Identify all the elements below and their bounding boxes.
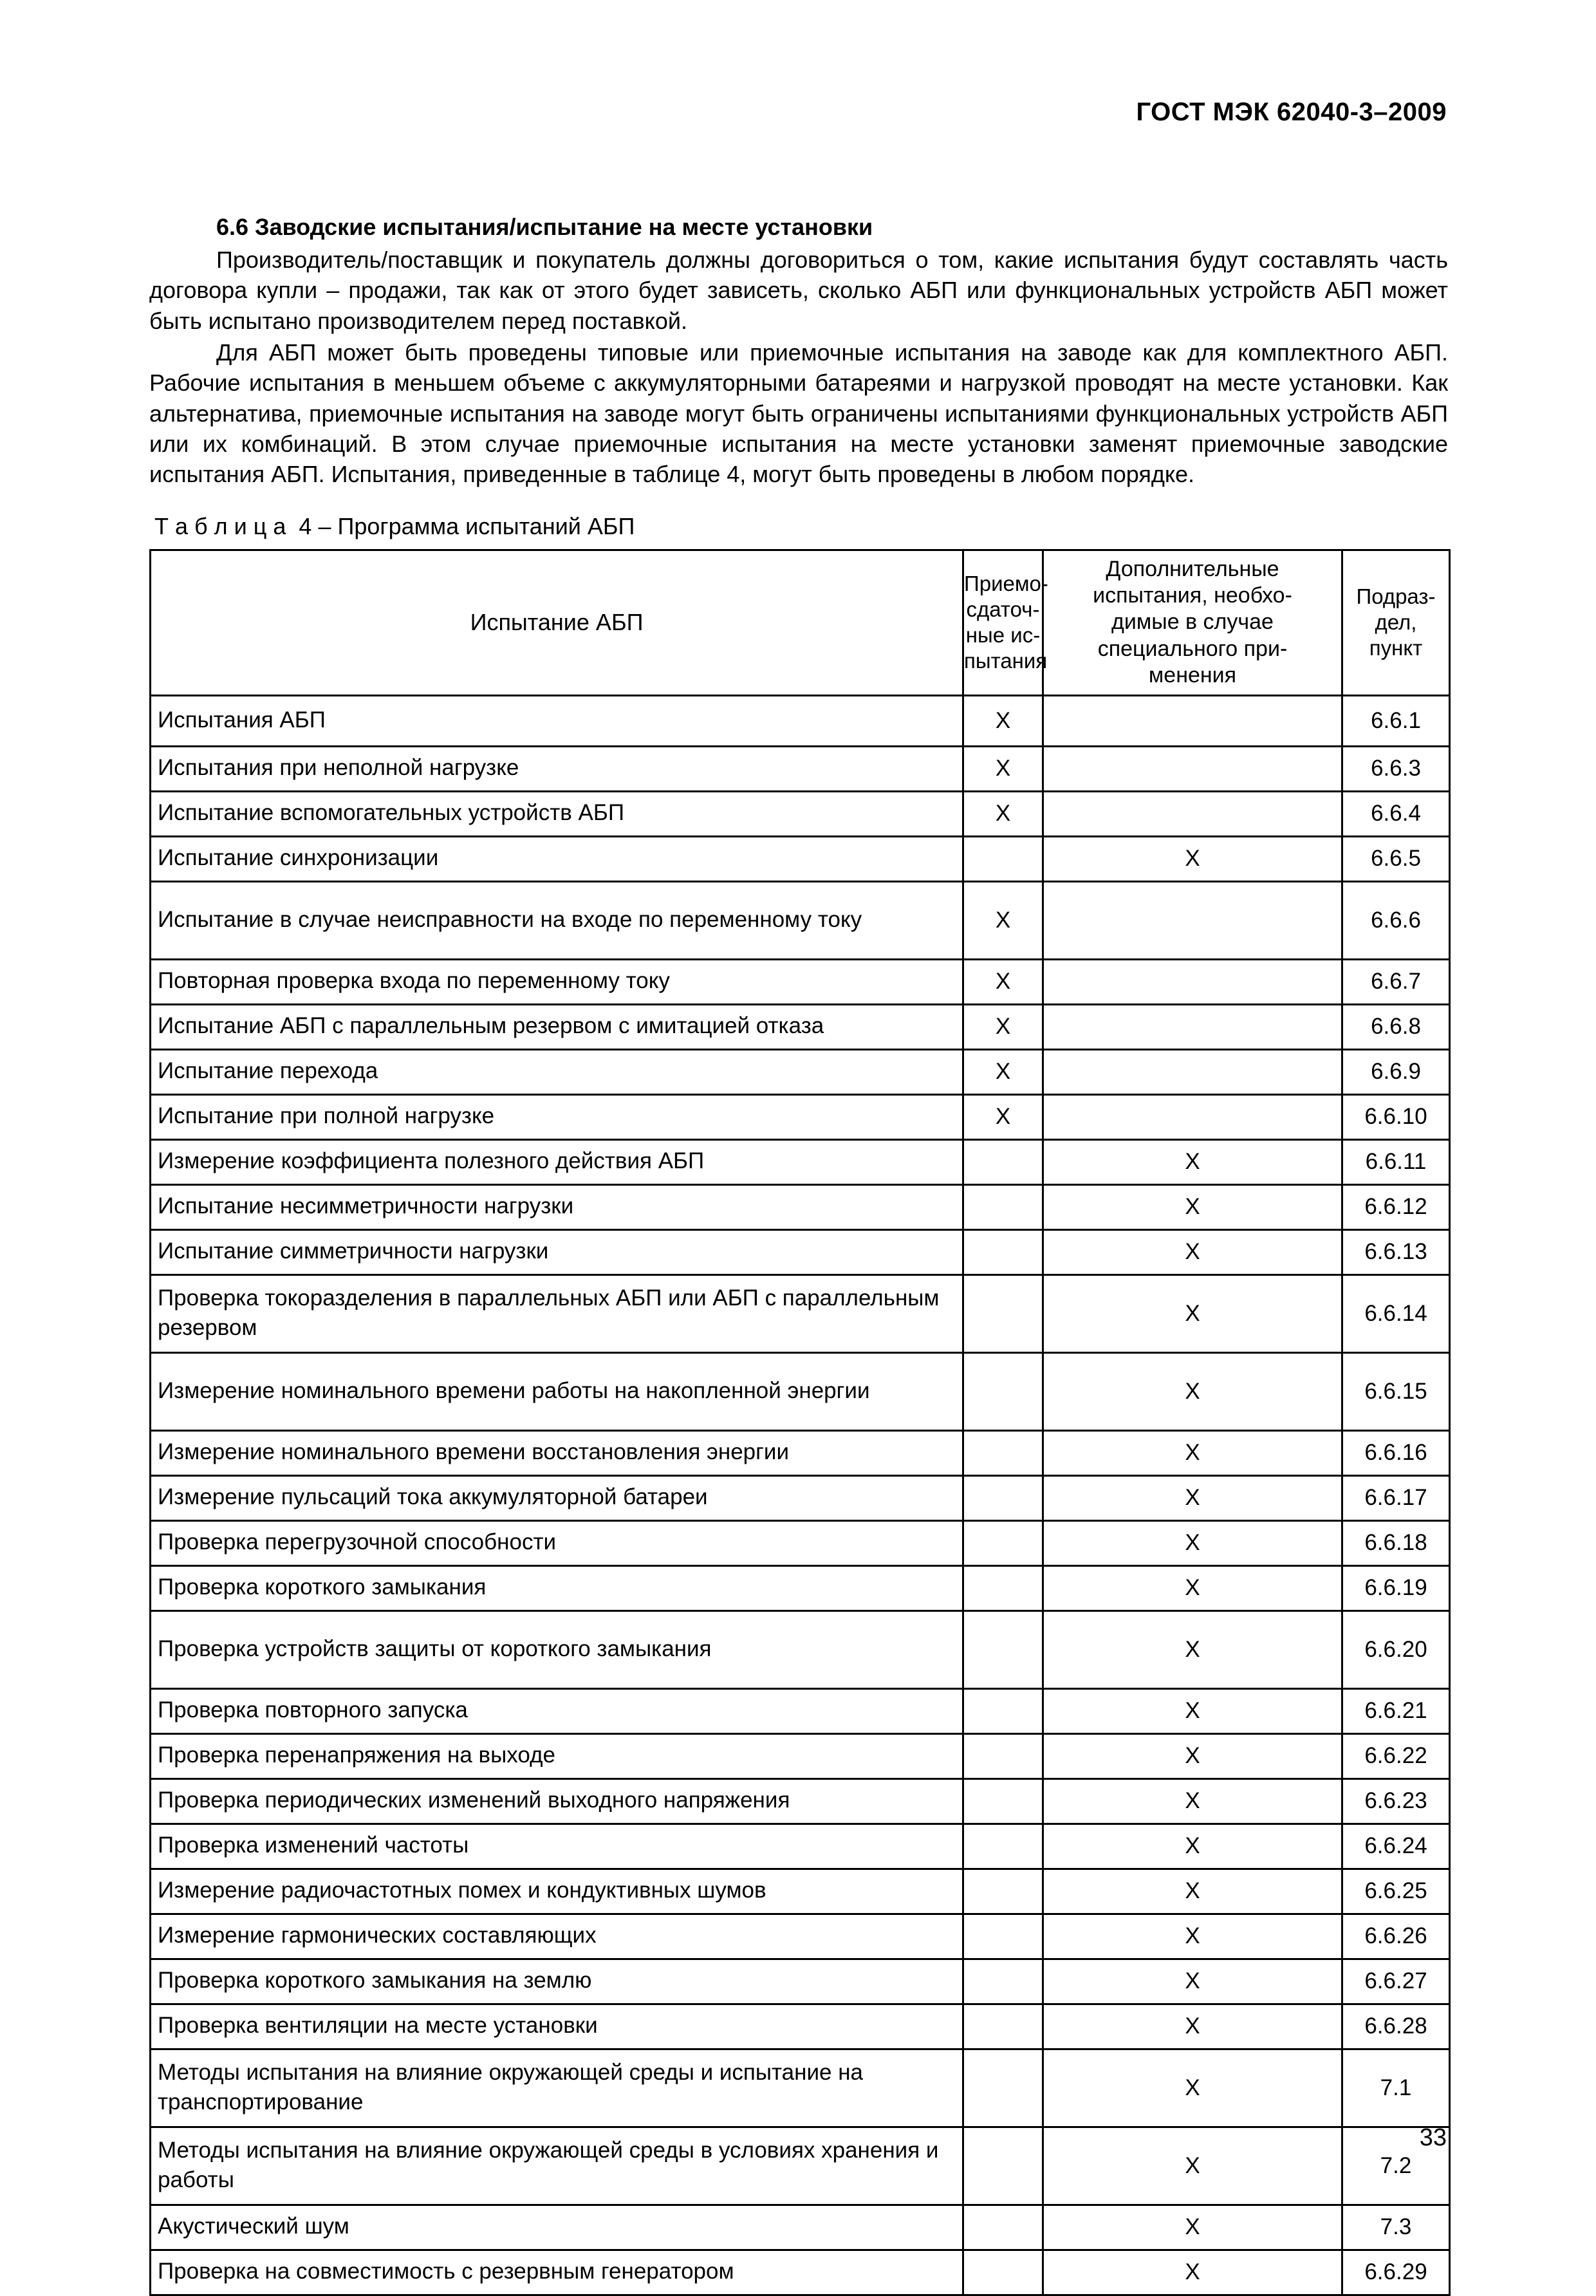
cell-test-name: Акустический шум (151, 2205, 963, 2250)
cell-test-name: Измерение номинального времени работы на накопленной энергии (151, 1352, 963, 1430)
cell-additional-mark (1043, 959, 1342, 1004)
table-row (151, 1869, 1450, 1914)
cell-additional-mark: X (1043, 1475, 1342, 1520)
cell-test-name: Испытания при неполной нагрузке (151, 746, 963, 791)
cell-additional-mark (1043, 791, 1342, 836)
table-row (151, 1778, 1450, 1824)
paragraph-2: Для АБП может быть проведены типовые или приемочные испытания на заводе как для комплектного АБП. Рабочие испытания в меньшем объеме с аккумуляторными батареями и нагрузкой проводят на месте установки. Как альтернатива, приемочные испытания на заводе могут быть ограничены испытаниями функциональных устройств АБП или их комбинаций. В этом случае приемочные испытания на месте установки заменят приемочные заводские испытания АБП. Испытания, приведенные в таблице 4, могут быть проведены в любом порядке. (149, 339, 1448, 488)
cell-clause: 6.6.4 (1342, 791, 1450, 836)
cell-acceptance-mark (963, 1430, 1043, 1475)
cell-test-name: Проверка периодических изменений выходного напряжения (151, 1778, 963, 1824)
cell-clause: 7.2 (1342, 2127, 1450, 2205)
cell-acceptance-mark (963, 1565, 1043, 1610)
cell-acceptance-mark (963, 1824, 1043, 1869)
cell-test-name: Проверка на совместимость с резервным генератором (151, 2250, 963, 2295)
running-header-standard-ref: ГОСТ МЭК 62040-3–2009 (1136, 98, 1447, 126)
cell-additional-mark: X (1043, 1778, 1342, 1824)
cell-clause: 6.6.26 (1342, 1914, 1450, 1959)
cell-acceptance-mark (963, 1778, 1043, 1824)
table-header-row (151, 550, 1450, 695)
cell-acceptance-mark (963, 1869, 1043, 1914)
cell-acceptance-mark (963, 1184, 1043, 1229)
cell-acceptance-mark (963, 1610, 1043, 1688)
cell-acceptance-mark: X (963, 746, 1043, 791)
cell-clause: 6.6.16 (1342, 1430, 1450, 1475)
cell-test-name: Измерение гармонических составляющих (151, 1914, 963, 1959)
table-row (151, 1139, 1450, 1184)
table-row (151, 791, 1450, 836)
table-row (151, 2250, 1450, 2295)
table-row (151, 1824, 1450, 1869)
table-body (151, 695, 1450, 2295)
page-number: 33 (1419, 2124, 1447, 2151)
cell-test-name: Испытание перехода (151, 1049, 963, 1094)
cell-test-name: Испытание в случае неисправности на входе по переменному току (151, 881, 963, 959)
cell-acceptance-mark: X (963, 1049, 1043, 1094)
table-row (151, 1274, 1450, 1352)
cell-additional-mark: X (1043, 1565, 1342, 1610)
cell-acceptance-mark: X (963, 1094, 1043, 1139)
cell-acceptance-mark (963, 836, 1043, 881)
table-row (151, 881, 1450, 959)
table-row (151, 1959, 1450, 2004)
cell-clause: 6.6.8 (1342, 1004, 1450, 1049)
cell-clause: 6.6.20 (1342, 1610, 1450, 1688)
table-row (151, 2127, 1450, 2205)
cell-test-name: Проверка короткого замыкания на землю (151, 1959, 963, 2004)
cell-test-name: Проверка перенапряжения на выходе (151, 1733, 963, 1778)
cell-clause: 6.6.9 (1342, 1049, 1450, 1094)
table-row (151, 1352, 1450, 1430)
cell-test-name: Методы испытания на влияние окружающей среды и испытание на транспортирование (151, 2049, 963, 2127)
table-caption-label: Т а б л и ц а (154, 512, 286, 539)
table-head (151, 550, 1450, 695)
cell-additional-mark: X (1043, 1139, 1342, 1184)
cell-acceptance-mark (963, 1274, 1043, 1352)
table-row (151, 1610, 1450, 1688)
cell-acceptance-mark (963, 1914, 1043, 1959)
cell-acceptance-mark (963, 2127, 1043, 2205)
cell-clause: 6.6.27 (1342, 1959, 1450, 2004)
cell-test-name: Измерение радиочастотных помех и кондуктивных шумов (151, 1869, 963, 1914)
cell-test-name: Проверка перегрузочной способности (151, 1520, 963, 1565)
cell-clause: 6.6.12 (1342, 1184, 1450, 1229)
cell-additional-mark (1043, 1004, 1342, 1049)
cell-additional-mark: X (1043, 1733, 1342, 1778)
cell-acceptance-mark (963, 2205, 1043, 2250)
cell-additional-mark: X (1043, 836, 1342, 881)
table-caption-number: 4 (299, 512, 312, 539)
cell-clause: 6.6.7 (1342, 959, 1450, 1004)
cell-acceptance-mark (963, 1352, 1043, 1430)
cell-clause: 6.6.28 (1342, 2004, 1450, 2049)
cell-clause: 7.1 (1342, 2049, 1450, 2127)
column-header-clause: Подраз- дел, пункт (1342, 550, 1450, 695)
cell-acceptance-mark: X (963, 959, 1043, 1004)
section-heading (149, 212, 1448, 242)
cell-clause: 6.6.17 (1342, 1475, 1450, 1520)
test-programme-table (149, 549, 1451, 2296)
cell-acceptance-mark: X (963, 791, 1043, 836)
cell-test-name: Измерение коэффициента полезного действия АБП (151, 1139, 963, 1184)
cell-additional-mark: X (1043, 1229, 1342, 1274)
cell-additional-mark (1043, 1049, 1342, 1094)
cell-test-name: Проверка устройств защиты от короткого замыкания (151, 1610, 963, 1688)
table-row (151, 1049, 1450, 1094)
cell-clause: 6.6.21 (1342, 1688, 1450, 1733)
cell-acceptance-mark (963, 1520, 1043, 1565)
cell-acceptance-mark: X (963, 695, 1043, 746)
cell-additional-mark: X (1043, 1914, 1342, 1959)
table-row (151, 1688, 1450, 1733)
cell-clause: 6.6.1 (1342, 695, 1450, 746)
cell-clause: 6.6.22 (1342, 1733, 1450, 1778)
cell-additional-mark: X (1043, 1824, 1342, 1869)
table-row (151, 2049, 1450, 2127)
table-caption-title: Программа испытаний АБП (337, 512, 635, 539)
cell-test-name: Проверка короткого замыкания (151, 1565, 963, 1610)
cell-test-name: Проверка повторного запуска (151, 1688, 963, 1733)
cell-additional-mark (1043, 746, 1342, 791)
section-number: 6.6 (216, 214, 249, 240)
page-content (149, 212, 1448, 2296)
cell-additional-mark: X (1043, 2205, 1342, 2250)
cell-acceptance-mark (963, 1475, 1043, 1520)
paragraph-1: Производитель/поставщик и покупатель должны договориться о том, какие испытания будут составлять часть договора купли – продажи, так как от этого будет зависеть, сколько АБП или функциональных устройств АБП может быть испытано производителем перед поставкой. (149, 247, 1448, 334)
cell-acceptance-mark (963, 2049, 1043, 2127)
cell-clause: 6.6.24 (1342, 1824, 1450, 1869)
section-title: Заводские испытания/испытание на месте установки (255, 214, 873, 240)
table-caption (154, 513, 1448, 540)
cell-test-name: Методы испытания на влияние окружающей среды в условиях хранения и работы (151, 2127, 963, 2205)
cell-clause: 6.6.10 (1342, 1094, 1450, 1139)
cell-additional-mark (1043, 1094, 1342, 1139)
table-caption-dash: – (318, 512, 331, 539)
cell-test-name: Испытание вспомогательных устройств АБП (151, 791, 963, 836)
cell-acceptance-mark (963, 1733, 1043, 1778)
cell-additional-mark: X (1043, 1352, 1342, 1430)
cell-clause: 6.6.15 (1342, 1352, 1450, 1430)
table-row (151, 836, 1450, 881)
cell-clause: 6.6.18 (1342, 1520, 1450, 1565)
cell-clause: 7.3 (1342, 2205, 1450, 2250)
cell-test-name: Испытание симметричности нагрузки (151, 1229, 963, 1274)
cell-acceptance-mark (963, 2250, 1043, 2295)
cell-acceptance-mark (963, 1959, 1043, 2004)
cell-clause: 6.6.3 (1342, 746, 1450, 791)
table-row (151, 746, 1450, 791)
cell-acceptance-mark: X (963, 1004, 1043, 1049)
cell-additional-mark: X (1043, 1184, 1342, 1229)
cell-test-name: Испытание несимметричности нагрузки (151, 1184, 963, 1229)
table-row (151, 1733, 1450, 1778)
cell-test-name: Повторная проверка входа по переменному току (151, 959, 963, 1004)
table-row (151, 1520, 1450, 1565)
cell-clause: 6.6.11 (1342, 1139, 1450, 1184)
table-row (151, 1565, 1450, 1610)
cell-clause: 6.6.14 (1342, 1274, 1450, 1352)
cell-acceptance-mark: X (963, 881, 1043, 959)
cell-acceptance-mark (963, 1688, 1043, 1733)
cell-additional-mark: X (1043, 1610, 1342, 1688)
cell-test-name: Испытание АБП с параллельным резервом с имитацией отказа (151, 1004, 963, 1049)
cell-clause: 6.6.6 (1342, 881, 1450, 959)
cell-test-name: Измерение номинального времени восстановления энергии (151, 1430, 963, 1475)
table-row (151, 2004, 1450, 2049)
table-row (151, 2205, 1450, 2250)
cell-additional-mark: X (1043, 2049, 1342, 2127)
cell-clause: 6.6.23 (1342, 1778, 1450, 1824)
cell-test-name: Проверка токоразделения в параллельных АБП или АБП с параллельным резервом (151, 1274, 963, 1352)
cell-test-name: Испытания АБП (151, 695, 963, 746)
cell-acceptance-mark (963, 1229, 1043, 1274)
cell-test-name: Проверка изменений частоты (151, 1824, 963, 1869)
column-header-acceptance-tests: Приемо- сдаточ- ные ис- пытания (963, 550, 1043, 695)
cell-test-name: Испытание синхронизации (151, 836, 963, 881)
table-row (151, 1094, 1450, 1139)
cell-test-name: Испытание при полной нагрузке (151, 1094, 963, 1139)
cell-test-name: Проверка вентиляции на месте установки (151, 2004, 963, 2049)
cell-clause: 6.6.5 (1342, 836, 1450, 881)
cell-test-name: Измерение пульсаций тока аккумуляторной батареи (151, 1475, 963, 1520)
cell-additional-mark (1043, 695, 1342, 746)
cell-additional-mark: X (1043, 2004, 1342, 2049)
cell-additional-mark: X (1043, 1274, 1342, 1352)
cell-clause: 6.6.13 (1342, 1229, 1450, 1274)
table-row (151, 1914, 1450, 1959)
cell-acceptance-mark (963, 1139, 1043, 1184)
table-row (151, 1229, 1450, 1274)
column-header-additional-tests: Дополнительные испытания, необхо- димые в случае специального при- менения (1043, 550, 1342, 695)
cell-additional-mark: X (1043, 2250, 1342, 2295)
cell-additional-mark: X (1043, 1430, 1342, 1475)
cell-additional-mark: X (1043, 1869, 1342, 1914)
table-row (151, 695, 1450, 746)
cell-additional-mark: X (1043, 1520, 1342, 1565)
cell-additional-mark: X (1043, 2127, 1342, 2205)
cell-acceptance-mark (963, 2004, 1043, 2049)
cell-clause: 6.6.25 (1342, 1869, 1450, 1914)
table-row (151, 1475, 1450, 1520)
cell-additional-mark (1043, 881, 1342, 959)
column-header-test-name: Испытание АБП (151, 550, 963, 695)
table-row (151, 1184, 1450, 1229)
cell-additional-mark: X (1043, 1688, 1342, 1733)
cell-additional-mark: X (1043, 1959, 1342, 2004)
table-row (151, 1430, 1450, 1475)
table-row (151, 1004, 1450, 1049)
cell-clause: 6.6.19 (1342, 1565, 1450, 1610)
table-row (151, 959, 1450, 1004)
cell-clause: 6.6.29 (1342, 2250, 1450, 2295)
